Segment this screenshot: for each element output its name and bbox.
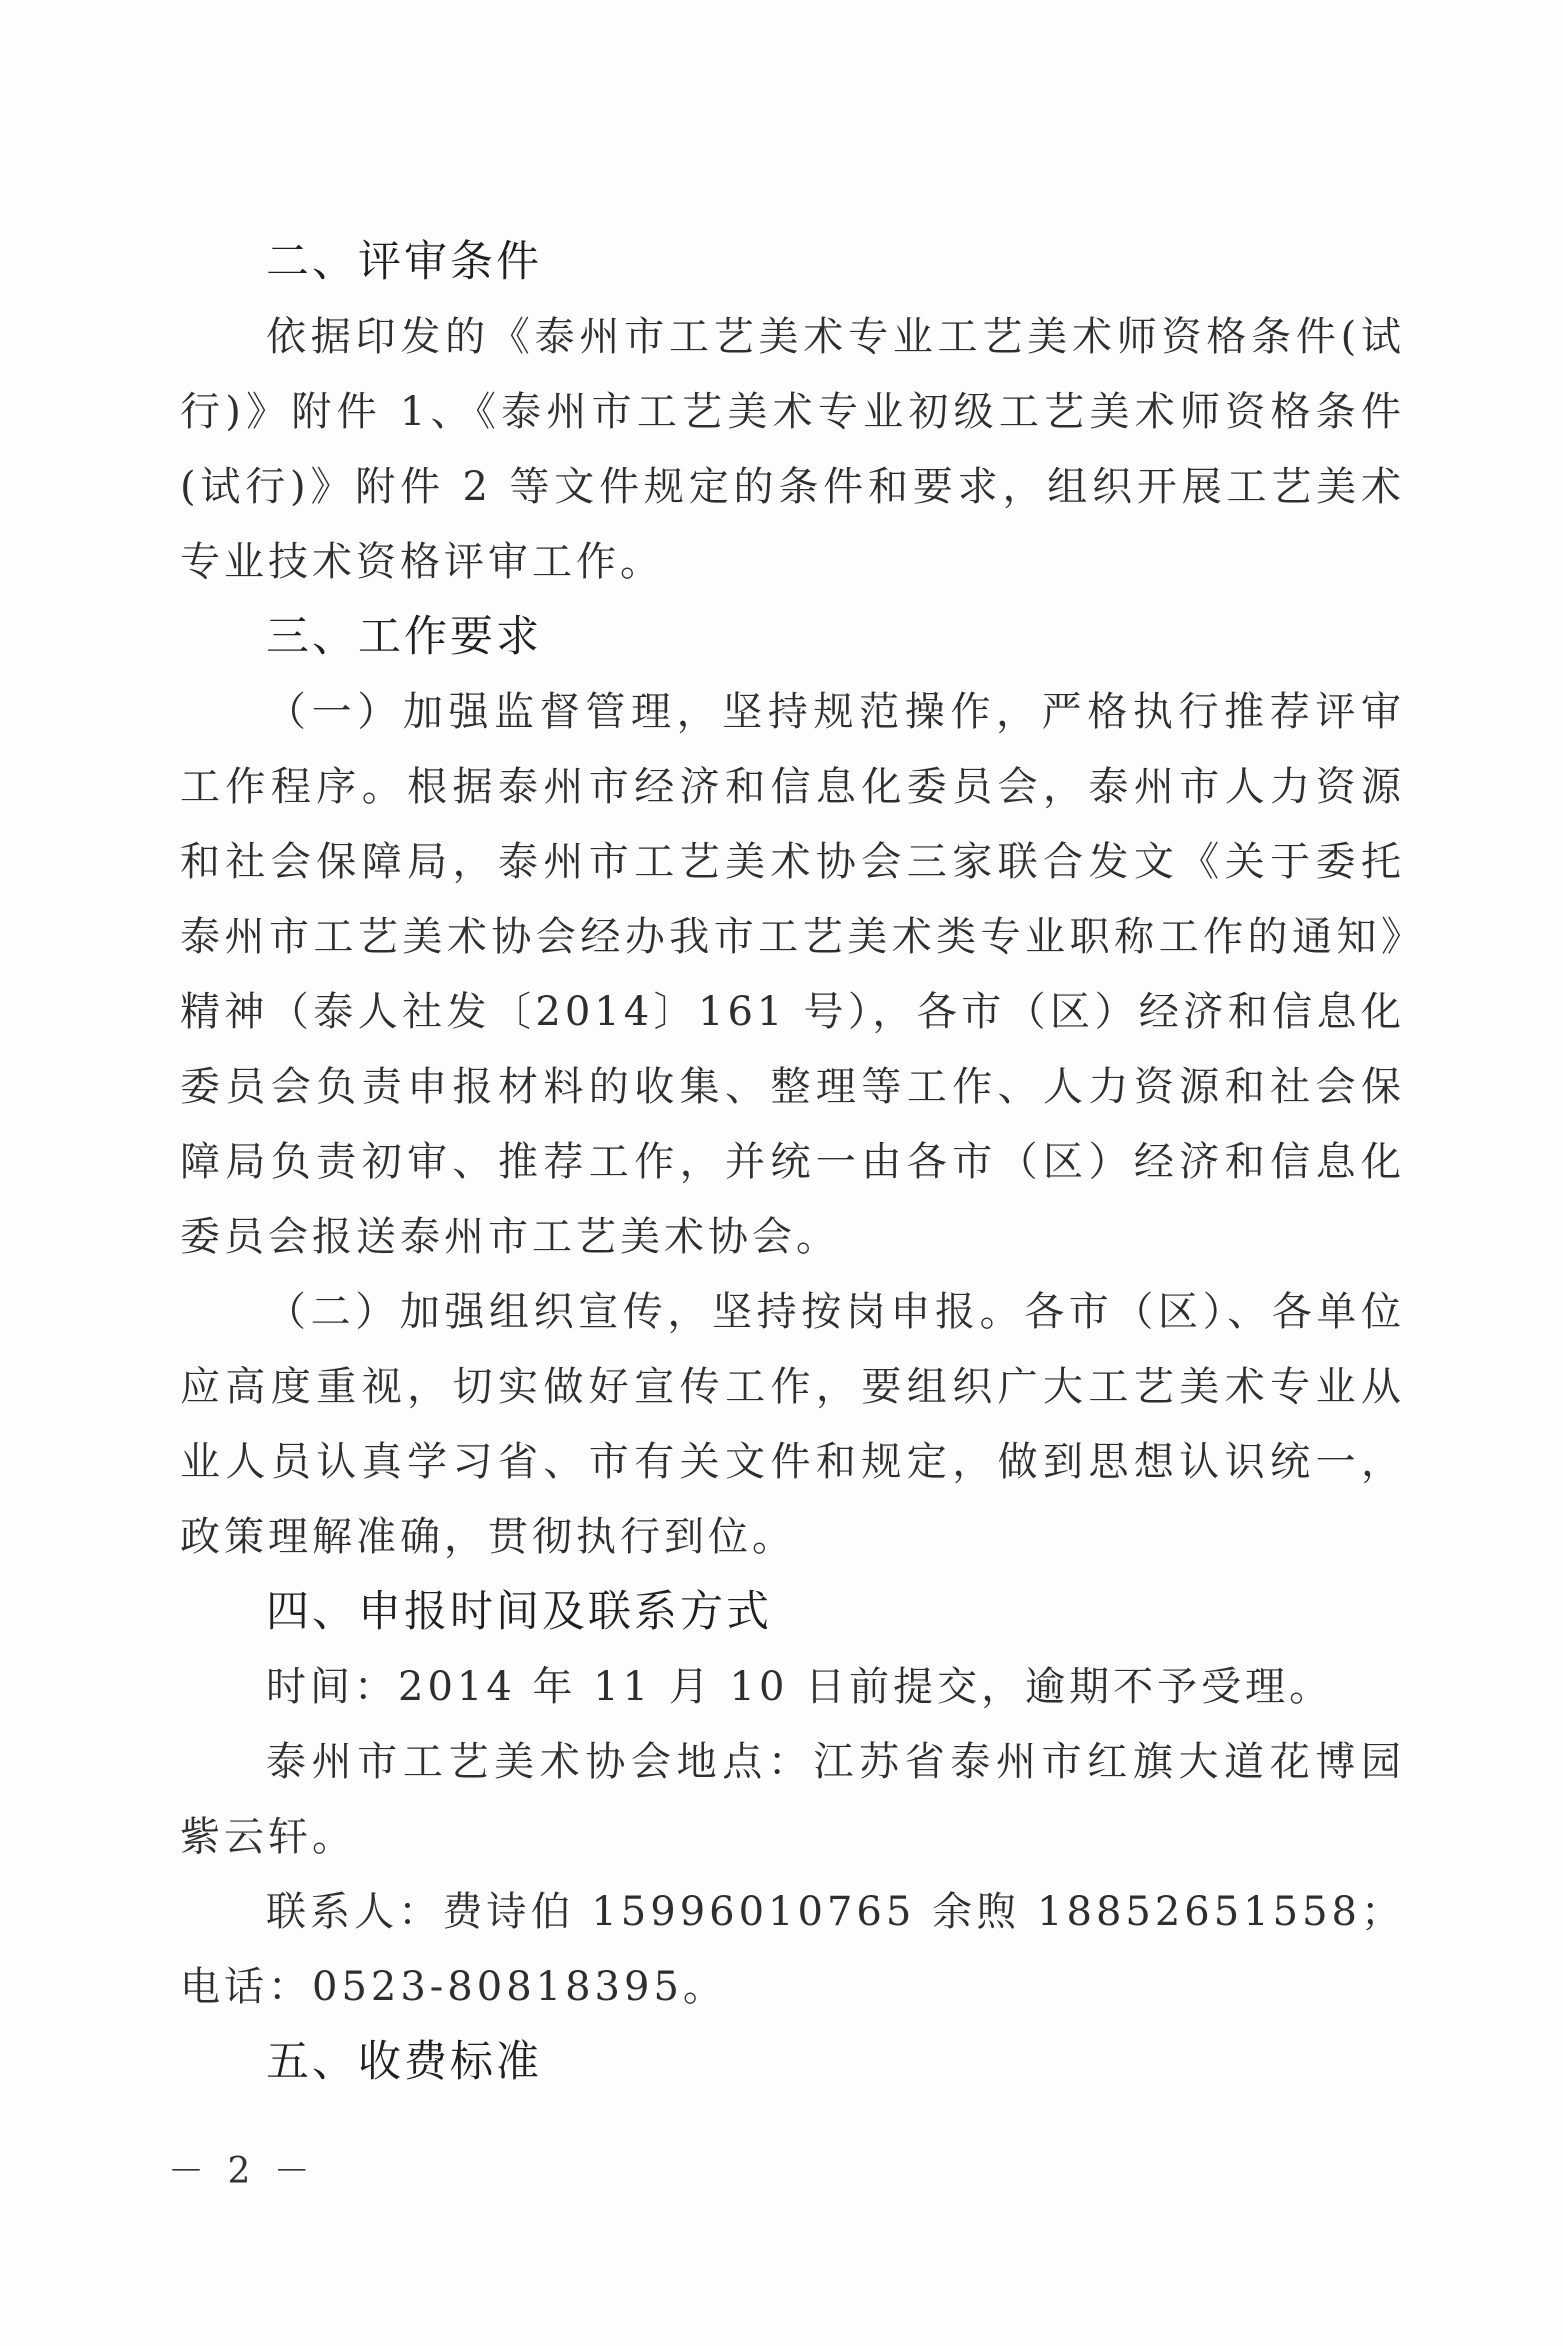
page-number: － 2 － xyxy=(168,2151,316,2192)
paragraph-contact: 联系人：费诗伯 15996010765 余煦 18852651558；电话：0523-80818395。 xyxy=(180,1889,1405,2010)
document-body xyxy=(180,225,1405,2100)
paragraph-deadline: 时间：2014 年 11 月 10 日前提交，逾期不予受理。 xyxy=(266,1664,1334,1710)
section-heading-work-requirements: 三、工作要求 xyxy=(266,612,542,662)
paragraph-organization-publicity: （二）加强组织宣传，坚持按岗申报。各市（区）、各单位应高度重视，切实做好宣传工作，要组织广大工艺美术专业从业人员认真学习省、市有关文件和规定，做到思想认识统一，政策理解准确，贯彻执行到位。 xyxy=(180,1289,1405,1560)
paragraph-review-conditions: 依据印发的《泰州市工艺美术专业工艺美术师资格条件(试行)》附件 1、《泰州市工艺美术专业初级工艺美术师资格条件(试行)》附件 2 等文件规定的条件和要求，组织开展工艺美术专业技术资格评审工作。 xyxy=(180,314,1405,585)
paragraph-address: 泰州市工艺美术协会地点：江苏省泰州市红旗大道花博园紫云轩。 xyxy=(180,1739,1405,1860)
section-heading-fee-standard: 五、收费标准 xyxy=(266,2037,542,2087)
section-heading-deadline-contact: 四、申报时间及联系方式 xyxy=(266,1587,772,1637)
section-heading-review-conditions: 二、评审条件 xyxy=(266,237,542,287)
paragraph-supervision-management: （一）加强监督管理，坚持规范操作，严格执行推荐评审工作程序。根据泰州市经济和信息化委员会，泰州市人力资源和社会保障局，泰州市工艺美术协会三家联合发文《关于委托泰州市工艺美术协会经办我市工艺美术类专业职称工作的通知》精神（泰人社发〔2014〕161 号），各市（区）经济和信息化委员会负责申报材料的收集、整理等工作、人力资源和社会保障局负责初审、推荐工作，并统一由各市（区）经济和信息化委员会报送泰州市工艺美术协会。 xyxy=(180,689,1405,1260)
